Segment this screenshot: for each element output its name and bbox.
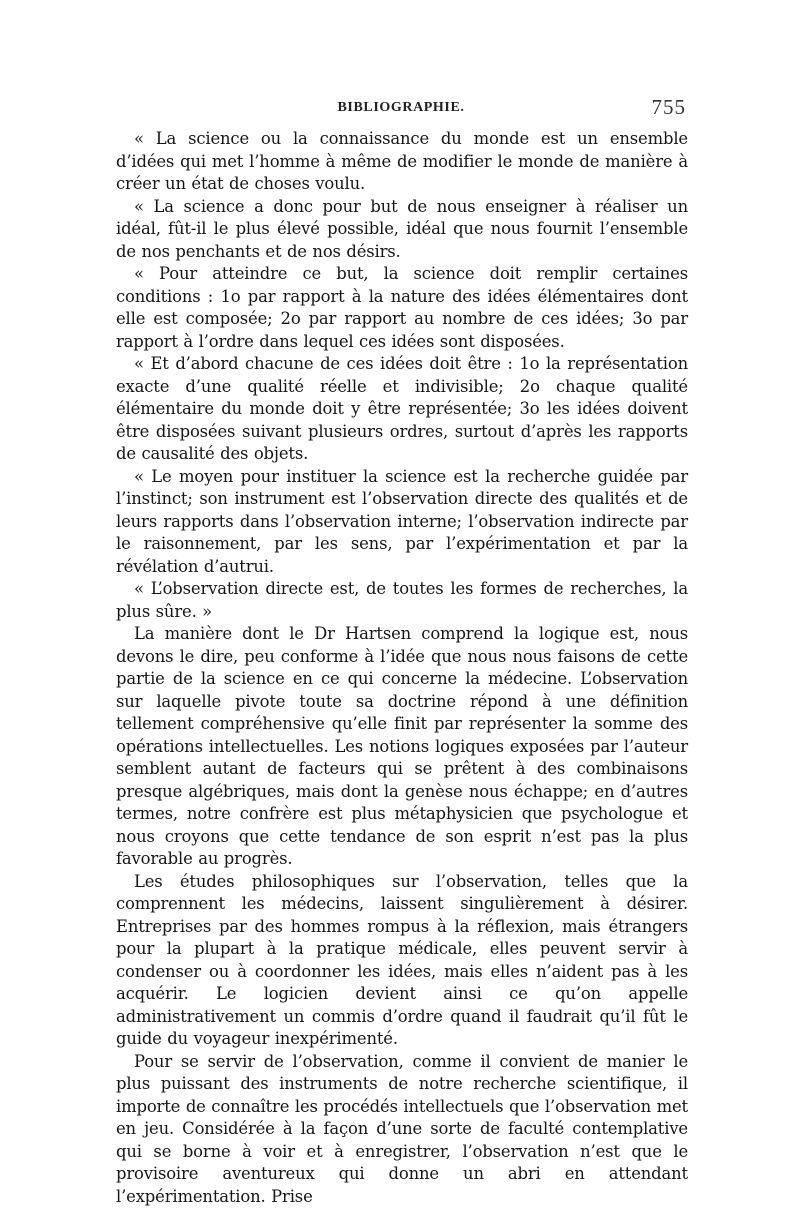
running-head (116, 95, 686, 124)
paragraph: « La science ou la connaissance du monde est un ensemble d’idées qui met l’homme à même de modifier le monde de manière à créer un état de choses voulu. (116, 129, 688, 193)
page-number: 755 (651, 95, 686, 119)
paragraph: La manière dont le Dr Hartsen comprend la logique est, nous devons le dire, peu conforme à l’idée que nous nous faisons de cette partie de la science en ce qui concerne la médecine. L’observation sur laquelle pivote toute sa doctrine répond à une définition tellement compréhensive qu’elle finit par représenter la somme des opérations intellectuelles. Les notions logiques exposées par l’auteur semblent autant de facteurs qui se prêtent à des combinaisons presque algébriques, mais dont la genèse nous échappe; en d’autres termes, notre confrère est plus métaphysicien que psychologue et nous croyons que cette tendance de son esprit n’est pas la plus favorable au progrès. (116, 624, 688, 868)
paragraph: Pour se servir de l’observation, comme il convient de manier le plus puissant des instruments de notre recherche scientifique, il importe de connaître les procédés intellectuels que l’observation met en jeu. Considérée à la façon d’une sorte de faculté contemplative qui se borne à voir et à enregistrer, l’observation n’est que le provisoire aventureux qui donne un abri en attendant l’expérimentation. Prise (116, 1051, 688, 1206)
paragraph: Les études philosophiques sur l’observation, telles que la comprennent les médecins, laissent singulièrement à désirer. Entreprises par des hommes rompus à la réflexion, mais étrangers pour la plupart à la pratique médicale, elles peuvent servir à condenser ou à coordonner les idées, mais elles n’aident pas à les acquérir. Le logicien devient ainsi ce qu’on appelle administrativement un commis d’ordre quand il faudrait qu’il fût le guide du voyageur inexpérimenté. (116, 871, 688, 1048)
running-title: BIBLIOGRAPHIE. (337, 100, 465, 115)
paragraph: « Pour atteindre ce but, la science doit remplir certaines conditions : 1o par rapport à la nature des idées élémentaires dont elle est composée; 2o par rapport au nombre de ces idées; 3o par rapport à l’ordre dans lequel ces idées sont disposées. (116, 264, 688, 351)
paragraph: « Le moyen pour instituer la science est la recherche guidée par l’instinct; son instrument est l’observation directe des qualités et de leurs rapports dans l’observation interne; l’observation indirecte par le raisonnement, par les sens, par l’expérimentation et par la révélation d’autrui. (116, 466, 688, 576)
paragraph: « La science a donc pour but de nous enseigner à réaliser un idéal, fût-il le plus élevé possible, idéal que nous fournit l’ensemble de nos penchants et de nos désirs. (116, 196, 688, 261)
paragraph: « L’observation directe est, de toutes les formes de recherches, la plus sûre. » (116, 579, 688, 621)
paragraph: « Et d’abord chacune de ces idées doit être : 1o la représentation exacte d’une qualité réelle et indivisible; 2o chaque qualité élémentaire du monde doit y être représentée; 3o les idées doivent être disposées suivant plusieurs ordres, surtout d’après les rapports de causalité des objets. (116, 354, 688, 463)
body-text (116, 128, 688, 1208)
